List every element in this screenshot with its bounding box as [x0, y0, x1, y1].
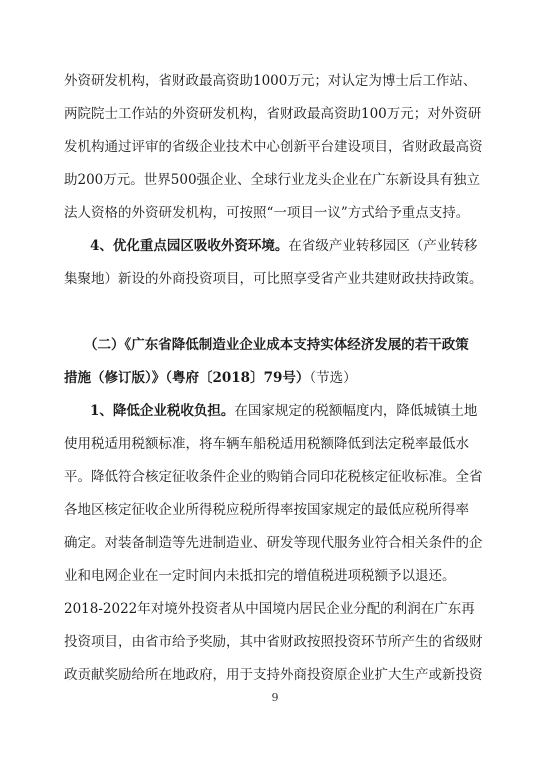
text-line: 助200万元。世界500强企业、全球行业龙头企业在广东新设具有独立 — [64, 172, 481, 188]
text-line: 确定。对装备制造等先进制造业、研发等现代服务业符合相关条件的企 — [64, 535, 483, 551]
text-line: 平。降低符合核定征收条件企业的购销合同印花税核定征收标准。全省 — [64, 469, 483, 485]
text-line: 业和电网企业在一定时间内未抵扣完的增值税进项税额予以退还。 — [64, 568, 456, 584]
text-line — [90, 237, 494, 255]
text-line: 投资项目，由省市给予奖励，其中省财政按照投资环节所产生的省级财 — [64, 634, 483, 650]
item-1-text: 在国家规定的税额幅度内，降低城镇土地 — [234, 403, 478, 419]
text-line: 2018-2022年对境外投资者从中国境内居民企业分配的利润在广东再 — [64, 601, 475, 617]
text-line: 外资研发机构，省财政最高资助1000万元；对认定为博士后工作站、 — [64, 73, 477, 89]
text-line: 各地区核定征收企业所得税应税所得率按国家规定的最低应税所得率 — [64, 502, 469, 518]
item-1-heading: 1、降低企业税收负担。 — [90, 403, 235, 419]
section-heading-line: （二）《广东省降低制造业企业成本支持实体经济发展的若干政策 — [84, 337, 469, 353]
text-line — [90, 402, 494, 420]
decree-title: 措施（修订版）》（粤府〔2018〕79号） — [64, 370, 310, 386]
text-line: 使用税适用税额标准，将车辆车船税适用税额降低到法定税率最低水 — [64, 436, 469, 452]
text-line: 集聚地）新设的外商投资项目，可比照享受省产业共建财政扶持政策。 — [64, 271, 483, 287]
text-line: 法人资格的外资研发机构，可按照“一项目一议”方式给予重点支持。 — [64, 205, 470, 221]
item-4-text: 在省级产业转移园区（产业转移 — [288, 238, 478, 254]
text-line: 两院院士工作站的外资研发机构，省财政最高资助100万元；对外资研 — [64, 106, 482, 122]
item-4-heading: 4、优化重点园区吸收外资环境。 — [90, 238, 289, 254]
page-number: 9 — [271, 691, 279, 704]
excerpt-note: （节选） — [309, 370, 357, 386]
text-line: 政贡献奖励给所在地政府，用于支持外商投资原企业扩大生产或新投资 — [64, 667, 483, 683]
text-line: 发机构通过评审的省级企业技术中心创新平台建设项目，省财政最高资 — [64, 139, 483, 155]
section-heading-line — [64, 369, 494, 387]
